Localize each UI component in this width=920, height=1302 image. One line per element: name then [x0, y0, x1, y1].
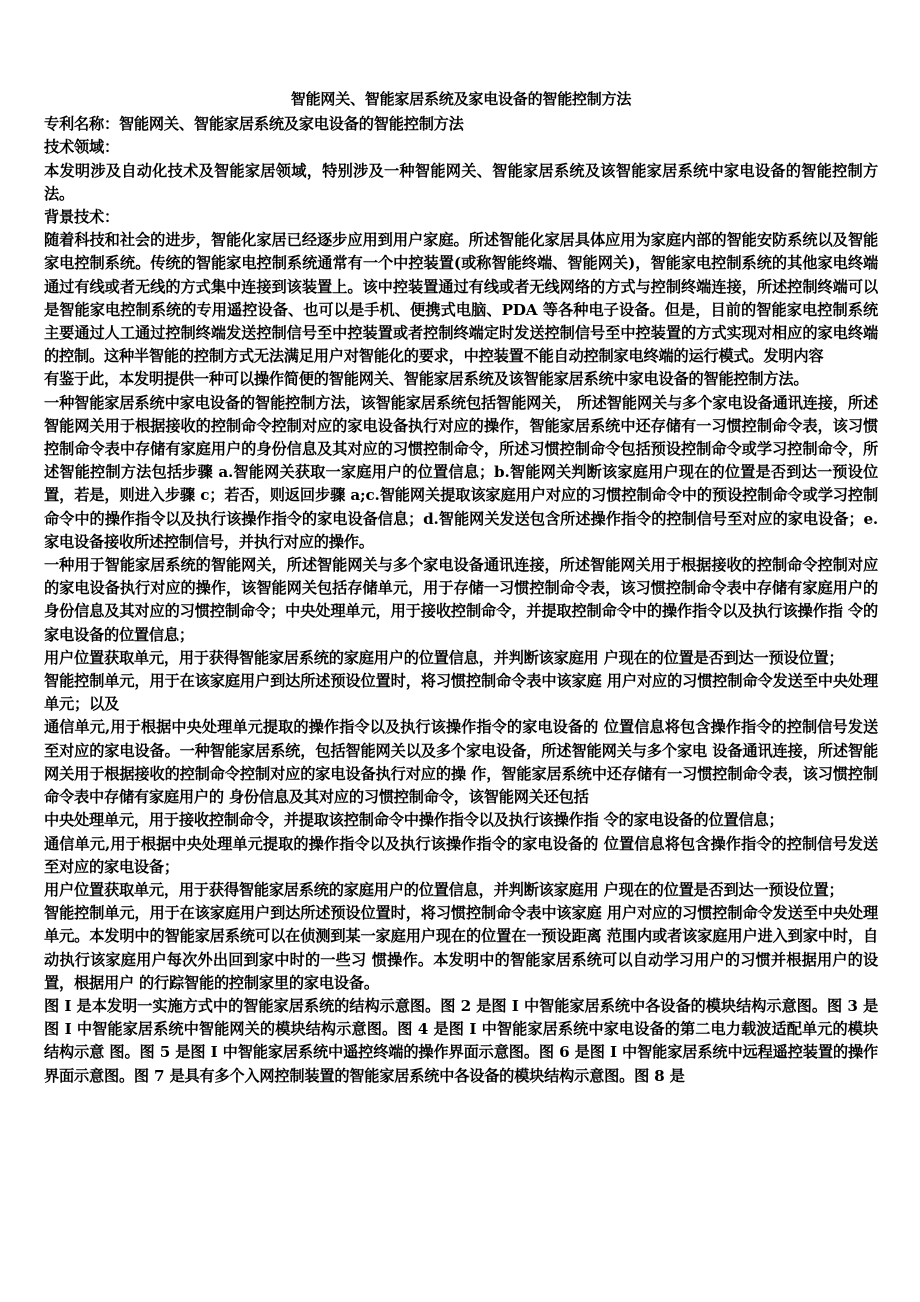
document-title: 智能网关、智能家居系统及家电设备的智能控制方法 — [290, 90, 632, 108]
section-heading-background: 背景技术： — [44, 208, 119, 227]
paragraph-method: 一种智能家居系统中家电设备的智能控制方法，该智能家居系统包括智能网关， 所述智能网关与多个家电设备通讯连接，所述智能网关用于根据接收的控制命令控制对应的家电设备执行对应的操作，智能家居系统中还存储有一习惯控制命令表，该习惯控制命令表中存储有家庭用户的身份信息及其对应的习惯控制命令，所述习惯控制命令包括预设控制命令或学习控制命令，所述智能控制方法包括步骤 a.智能网关获取一家庭用户的位置信息；b.智能网关判断该家庭用户现在的位置是否到达一预设位置，若是，则进入步骤 c；若否，则返回步骤 a;c.智能网关提取该家庭用户对应的习惯控制命令中的预设控制命令或学习控制命令中的操作指令以及执行该操作指令的家电设备信息；d.智能网关发送包含所述操作指令的控制信号至对应的家电设备；e.家电设备接收所述控制信号，并执行对应的操作。 — [44, 393, 878, 551]
paragraph-location-unit: 用户位置获取单元，用于获得智能家居系统的家庭用户的位置信息，并判断该家庭用 户现在的位置是否到达一预设位置； — [44, 648, 844, 667]
paragraph-field: 本发明涉及自动化技术及智能家居领域，特别涉及一种智能网关、智能家居系统及该智能家居系统中家电设备的智能控制方法。 — [44, 161, 878, 203]
paragraph-summary: 有鉴于此，本发明提供一种可以操作简便的智能网关、智能家居系统及该智能家居系统中家电设备的智能控制方法。 — [44, 370, 809, 389]
paragraph-background: 随着科技和社会的进步，智能化家居已经逐步应用到用户家庭。所述智能化家居具体应用为家庭内部的智能安防系统以及智能家电控制系统。传统的智能家电控制系统通常有一个中控装置(或称智能终端、智能网关)，智能家电控制系统的其他家电终端通过有线或者无线的方式集中连接到该装置上。该中控装置通过有线或者无线网络的方式与控制终端连接，所述控制终端可以是智能家电控制系统的专用遥控设备、也可以是手机、便携式电脑、PDA 等各种电子设备。但是，目前的智能家电控制系统主要通过人工通过控制终端发送控制信号至中控装置或者控制终端定时发送控制信号至中控装置的方式实现对相应的家电终端的控制。这种半智能的控制方式无法满足用户对智能化的要求，中控装置不能自动控制家电终端的运行模式。发明内容 — [44, 231, 878, 366]
paragraph-control-unit-2: 智能控制单元，用于在该家庭用户到达所述预设位置时，将习惯控制命令表中该家庭 用户对应的习惯控制命令发送至中央处理单元。本发明中的智能家居系统可以在侦测到某一家庭用户现在的位置在一预设距离 范围内或者该家庭用户进入到家中时，自动执行该家庭用户每次外出回到家中时的一些习 惯操作。本发明中的智能家居系统可以自动学习用户的习惯并根据用户的设置，根据用户 的行踪智能的控制家里的家电设备。 — [44, 904, 878, 992]
paragraph-communication-unit-2: 通信单元,用于根据中央处理单元提取的操作指令以及执行该操作指令的家电设备的 位置信息将包含操作指令的控制信号发送至对应的家电设备； — [44, 834, 878, 876]
document-page — [44, 88, 878, 1088]
patent-name-line: 专利名称：智能网关、智能家居系统及家电设备的智能控制方法 — [44, 115, 464, 134]
paragraph-gateway: 一种用于智能家居系统的智能网关，所述智能网关与多个家电设备通讯连接，所述智能网关用于根据接收的控制命令控制对应的家电设备执行对应的操作，该智能网关包括存储单元，用于存储一习惯控制命令表，该习惯控制命令表中存储有家庭用户的身份信息及其对应的习惯控制命令；中央处理单元，用于接收控制命令，并提取控制命令中的操作指令以及执行该操作指 令的家电设备的位置信息； — [44, 556, 878, 644]
paragraph-figures: 图 I 是本发明一实施方式中的智能家居系统的结构示意图。图 2 是图 I 中智能家居系统中各设备的模块结构示意图。图 3 是图 I 中智能家居系统中智能网关的模块结构示意图。图 4 是图 I 中智能家居系统中家电设备的第二电力载波适配单元的模块结构示意 图。图 5 是图 I 中智能家居系统中遥控终端的操作界面示意图。图 6 是图 I 中智能家居系统中远程遥控装置的操作界面示意图。图 7 是具有多个入网控制装置的智能家居系统中各设备的模块结构示意图。图 8 是 — [44, 996, 878, 1085]
paragraph-communication-unit: 通信单元,用于根据中央处理单元提取的操作指令以及执行该操作指令的家电设备的 位置信息将包含操作指令的控制信号发送至对应的家电设备。一种智能家居系统，包括智能网关以及多个家电设备，所述智能网关与多个家电 设备通讯连接，所述智能网关用于根据接收的控制命令控制对应的家电设备执行对应的操 作，智能家居系统中还存储有一习惯控制命令表，该习惯控制命令表中存储有家庭用户的 身份信息及其对应的习惯控制命令，该智能网关还包括 — [44, 718, 878, 807]
paragraph-location-unit-2: 用户位置获取单元，用于获得智能家居系统的家庭用户的位置信息，并判断该家庭用 户现在的位置是否到达一预设位置； — [44, 880, 844, 899]
paragraph-control-unit: 智能控制单元，用于在该家庭用户到达所述预设位置时，将习惯控制命令表中该家庭 用户对应的习惯控制命令发送至中央处理单元；以及 — [44, 672, 878, 714]
section-heading-field: 技术领域： — [44, 138, 119, 157]
paragraph-cpu: 中央处理单元，用于接收控制命令，并提取该控制命令中操作指令以及执行该操作指 令的家电设备的位置信息； — [44, 811, 784, 830]
